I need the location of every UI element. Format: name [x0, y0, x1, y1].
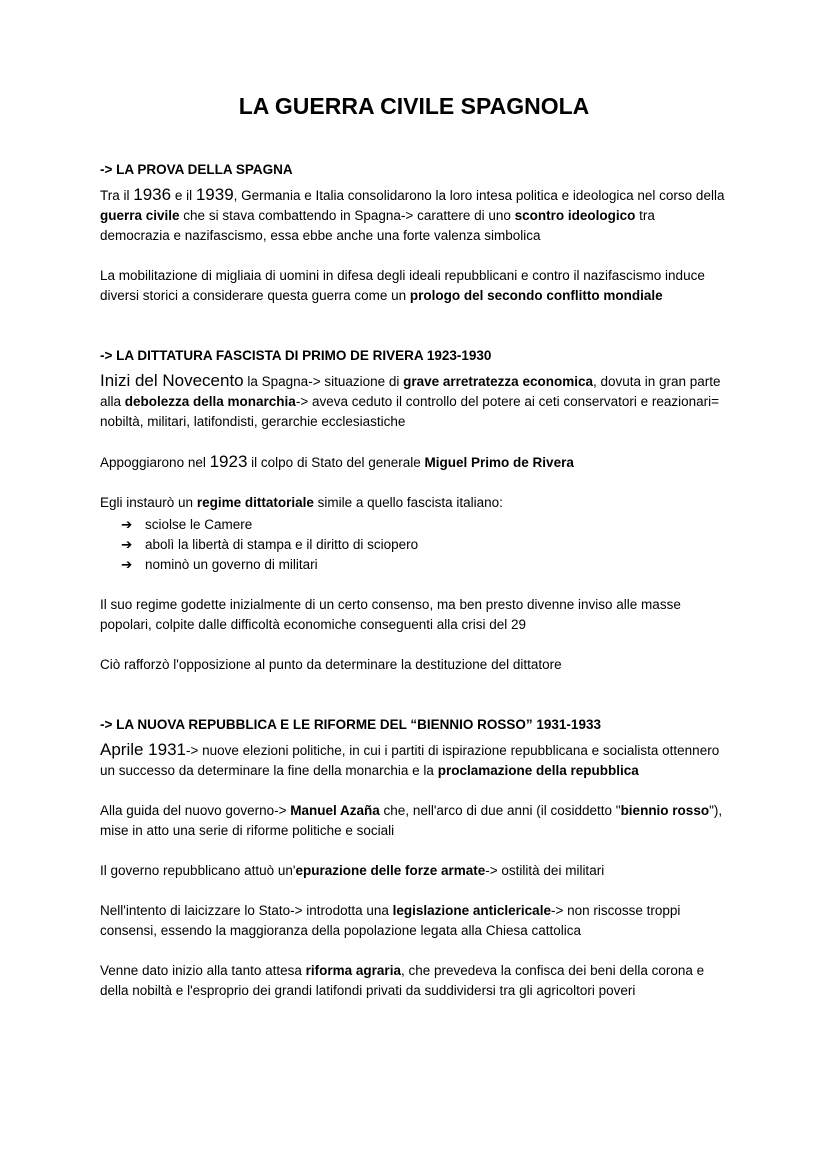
paragraph	[100, 901, 728, 941]
text-run: e il	[171, 188, 196, 203]
list-item-text	[145, 557, 318, 572]
text-run: -> LA PROVA DELLA SPAGNA	[100, 162, 293, 177]
text-run: 1936	[133, 185, 172, 204]
paragraph	[100, 371, 728, 432]
text-run: Inizi del Novecento	[100, 371, 244, 390]
paragraph	[100, 740, 728, 781]
text-run: sciolse le Camere	[145, 517, 253, 532]
text-run: che, nell'arco di due anni (il cosiddetto "	[379, 803, 621, 818]
arrow-bullet-icon: ➔	[121, 537, 133, 552]
text-run: proclamazione della repubblica	[437, 763, 639, 778]
section-heading	[100, 715, 728, 735]
text-run: Il governo repubblicano attuò un'	[100, 863, 296, 878]
text-run: -> non riscosse troppi consensi, essendo la maggioranza della popolazione legata alla Chiesa cattolica	[100, 903, 681, 938]
text-run: biennio rosso	[620, 803, 710, 818]
text-run: legislazione anticlericale	[392, 903, 551, 918]
text-run: Venne dato inizio alla tanto attesa	[100, 963, 306, 978]
text-run: prologo del secondo conflitto mondiale	[409, 288, 663, 303]
text-run: -> LA DITTATURA FASCISTA DI PRIMO DE RIVERA 1923-1930	[100, 348, 492, 363]
paragraph	[100, 452, 728, 473]
text-run: che si stava combattendo in Spagna-> carattere di uno	[179, 208, 515, 223]
text-run: Il suo regime godette inizialmente di un certo consenso, ma ben presto divenne inviso alle masse popolari, colpite dalle difficoltà economiche conseguenti alla crisi del 29	[100, 597, 681, 632]
text-run: debolezza della monarchia	[124, 394, 296, 409]
text-run: 1939	[195, 185, 234, 204]
list-item	[100, 515, 728, 535]
paragraph	[100, 266, 728, 306]
text-run: La mobilitazione di migliaia di uomini in difesa degli ideali repubblicani e contro il nazifascismo induce diversi storici a considerare questa guerra come un	[100, 268, 705, 303]
text-run: Ciò rafforzò l'opposizione al punto da determinare la destituzione del dittatore	[100, 657, 562, 672]
text-run: Nell'intento di laicizzare lo Stato-> introdotta una	[100, 903, 393, 918]
text-run: nominò un governo di militari	[145, 557, 318, 572]
text-run: Alla guida del nuovo governo->	[100, 803, 291, 818]
text-run: , che prevedeva la confisca dei beni della corona e della nobiltà e l'esproprio dei grandi latifondi privati da suddividersi tra gli agricoltori poveri	[100, 963, 705, 998]
text-run: Appoggiarono nel	[100, 455, 210, 470]
text-run: la Spagna-> situazione di	[243, 374, 404, 389]
paragraph	[100, 493, 728, 513]
text-run: il colpo di Stato del generale	[247, 455, 425, 470]
text-run: Egli instaurò un	[100, 495, 197, 510]
text-run: -> nuove elezioni politiche, in cui i partiti di ispirazione repubblicana e socialista ottennero un successo da determinare la fine della monarchia e la	[100, 743, 720, 778]
document-title: LA GUERRA CIVILE SPAGNOLA	[238, 93, 590, 119]
text-run: -> aveva ceduto il controllo del potere ai ceti conservatori e reazionari= nobiltà, militari, latifondisti, gerarchie ecclesiastiche	[100, 394, 720, 429]
list-item	[100, 535, 728, 555]
paragraph	[100, 655, 728, 675]
text-run: , dovuta in gran parte alla	[100, 374, 721, 409]
paragraph	[100, 595, 728, 635]
text-run: simile a quello fascista italiano:	[313, 495, 503, 510]
text-run: -> ostilità dei militari	[485, 863, 605, 878]
bullet-list	[100, 515, 728, 575]
text-run: grave arretratezza economica	[403, 374, 593, 389]
section-heading	[100, 346, 728, 366]
list-item-text	[145, 537, 418, 552]
list-item-text	[145, 517, 252, 532]
text-run: guerra civile	[100, 208, 180, 223]
text-run: -> LA NUOVA REPUBBLICA E LE RIFORME DEL “BIENNIO ROSSO” 1931-1933	[100, 717, 601, 732]
text-run: epurazione delle forze armate	[295, 863, 486, 878]
text-run: scontro ideologico	[514, 208, 636, 223]
list-item	[100, 555, 728, 575]
section-heading	[100, 160, 728, 180]
text-run: abolì la libertà di stampa e il diritto di sciopero	[145, 537, 419, 552]
paragraph	[100, 861, 728, 881]
text-run: 1923	[209, 452, 248, 471]
text-run: Miguel Primo de Rivera	[424, 455, 574, 470]
text-run: Tra il	[100, 188, 134, 203]
text-run: Manuel Azaña	[290, 803, 380, 818]
text-run: , Germania e Italia consolidarono la loro intesa politica e ideologica nel corso della	[233, 188, 725, 203]
text-run: "), mise in atto una serie di riforme politiche e sociali	[100, 803, 723, 838]
paragraph	[100, 961, 728, 1001]
text-run: Aprile 1931	[100, 740, 187, 759]
text-run: tra democrazia e nazifascismo, essa ebbe anche una forte valenza simbolica	[100, 208, 655, 243]
paragraph	[100, 185, 728, 246]
arrow-bullet-icon: ➔	[121, 557, 133, 572]
text-run: regime dittatoriale	[196, 495, 314, 510]
arrow-bullet-icon: ➔	[121, 517, 133, 532]
document-body	[100, 160, 728, 1001]
paragraph	[100, 801, 728, 841]
text-run: riforma agraria	[305, 963, 401, 978]
